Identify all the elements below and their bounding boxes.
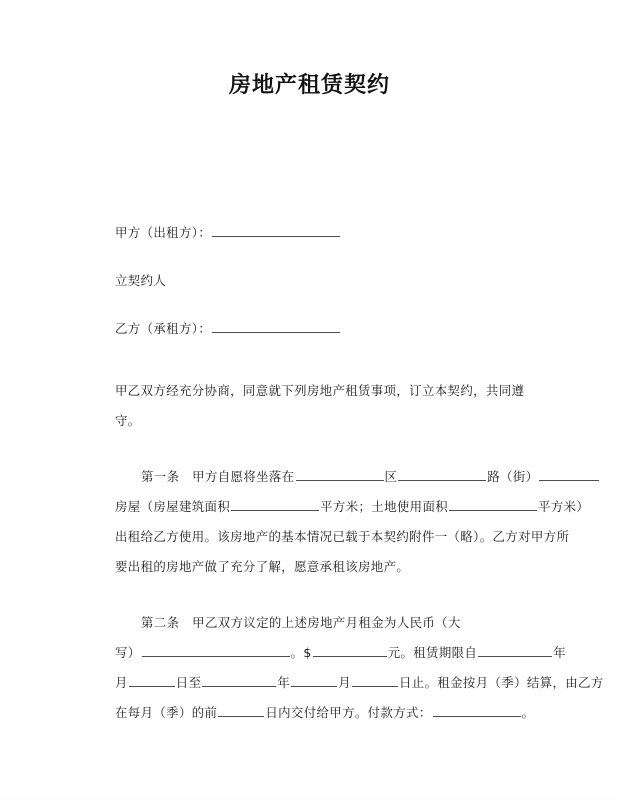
party-b-label: 乙方（承租方）： bbox=[115, 321, 212, 336]
payment-method-blank[interactable] bbox=[433, 703, 521, 717]
article-1-line-4: 要出租的房地产做了充分了解，愿意承租该房地产。 bbox=[115, 559, 410, 574]
building-area-blank[interactable] bbox=[231, 497, 319, 511]
article-1-text-6: 平方米） bbox=[538, 499, 590, 514]
article-2-text-2: 写） bbox=[115, 645, 141, 660]
article-1-text-3: 路（街） bbox=[487, 469, 539, 484]
article-2-line-3 bbox=[115, 668, 604, 698]
article-2-line-2 bbox=[115, 638, 567, 668]
spacer bbox=[115, 248, 535, 266]
article-2-text-8: 年 bbox=[277, 675, 291, 690]
article-1-line-3: 出租给乙方使用。该房地产的基本情况已载于本契约附件一（略）。乙方对甲方所 bbox=[115, 529, 570, 544]
article-2-text-11: 在每月（季）的前 bbox=[115, 705, 218, 720]
article-2-text-10: 日止。租金按月（季）结算，由乙方 bbox=[398, 675, 604, 690]
end-month-blank[interactable] bbox=[291, 673, 337, 687]
article-2-text-6: 月 bbox=[115, 675, 128, 690]
spacer bbox=[115, 582, 535, 608]
article-2-number: 第二条 bbox=[141, 615, 180, 630]
end-day-blank[interactable] bbox=[352, 673, 398, 687]
party-b-row bbox=[115, 314, 535, 344]
article-2-text-5: 年 bbox=[553, 645, 567, 660]
document-body bbox=[115, 218, 604, 728]
article-2-line-4 bbox=[115, 698, 535, 728]
rent-amount-blank[interactable] bbox=[313, 643, 387, 657]
article-1-text-5: 平方米；土地使用面积 bbox=[320, 499, 449, 514]
payment-day-blank[interactable] bbox=[218, 703, 264, 717]
district-blank[interactable] bbox=[296, 467, 384, 481]
preamble-paragraph: 甲乙双方经充分协商，同意就下列房地产租赁事项，订立本契约，共同遵守。 bbox=[115, 383, 525, 428]
land-area-blank[interactable] bbox=[449, 497, 537, 511]
party-b-blank[interactable] bbox=[212, 319, 340, 333]
currency-symbol: $ bbox=[303, 645, 312, 660]
party-a-row bbox=[115, 218, 535, 248]
street-blank[interactable] bbox=[398, 467, 486, 481]
start-month-blank[interactable] bbox=[129, 673, 175, 687]
article-2-text-12: 日内交付给甲方。付款方式： bbox=[265, 705, 432, 720]
rent-words-blank[interactable] bbox=[142, 643, 290, 657]
article-2-text-9: 月 bbox=[338, 675, 351, 690]
spacer bbox=[115, 344, 535, 376]
contract-maker-row bbox=[115, 266, 535, 296]
article-1-line-1 bbox=[115, 462, 539, 492]
party-a-blank[interactable] bbox=[212, 223, 340, 237]
article-1-number: 第一条 bbox=[141, 469, 180, 484]
address-blank[interactable] bbox=[539, 467, 599, 481]
article-2-line-1 bbox=[115, 608, 535, 638]
article-1-text-2: 区 bbox=[384, 469, 398, 484]
article-2-text-13: 。 bbox=[521, 705, 535, 720]
end-year-blank[interactable] bbox=[202, 673, 276, 687]
spacer bbox=[115, 296, 535, 314]
party-a-label: 甲方（出租方）： bbox=[115, 225, 212, 240]
article-2-text-3: 。 bbox=[290, 645, 304, 660]
article-2-text-7: 日至 bbox=[175, 675, 202, 690]
article-1-line-2 bbox=[115, 492, 590, 522]
article-2-text-1: 甲乙双方议定的上述房地产月租金为人民币（大 bbox=[179, 615, 461, 630]
article-1-text-1: 甲方自愿将坐落在 bbox=[179, 469, 295, 484]
article-2-text-4: 元。租赁期限自 bbox=[387, 645, 478, 660]
page-title: 房地产租赁契约 bbox=[228, 73, 390, 98]
start-year-blank[interactable] bbox=[478, 643, 552, 657]
contract-maker-label: 立契约人 bbox=[115, 273, 167, 288]
spacer bbox=[115, 436, 535, 462]
article-1-text-4: 房屋（房屋建筑面积 bbox=[115, 499, 231, 514]
